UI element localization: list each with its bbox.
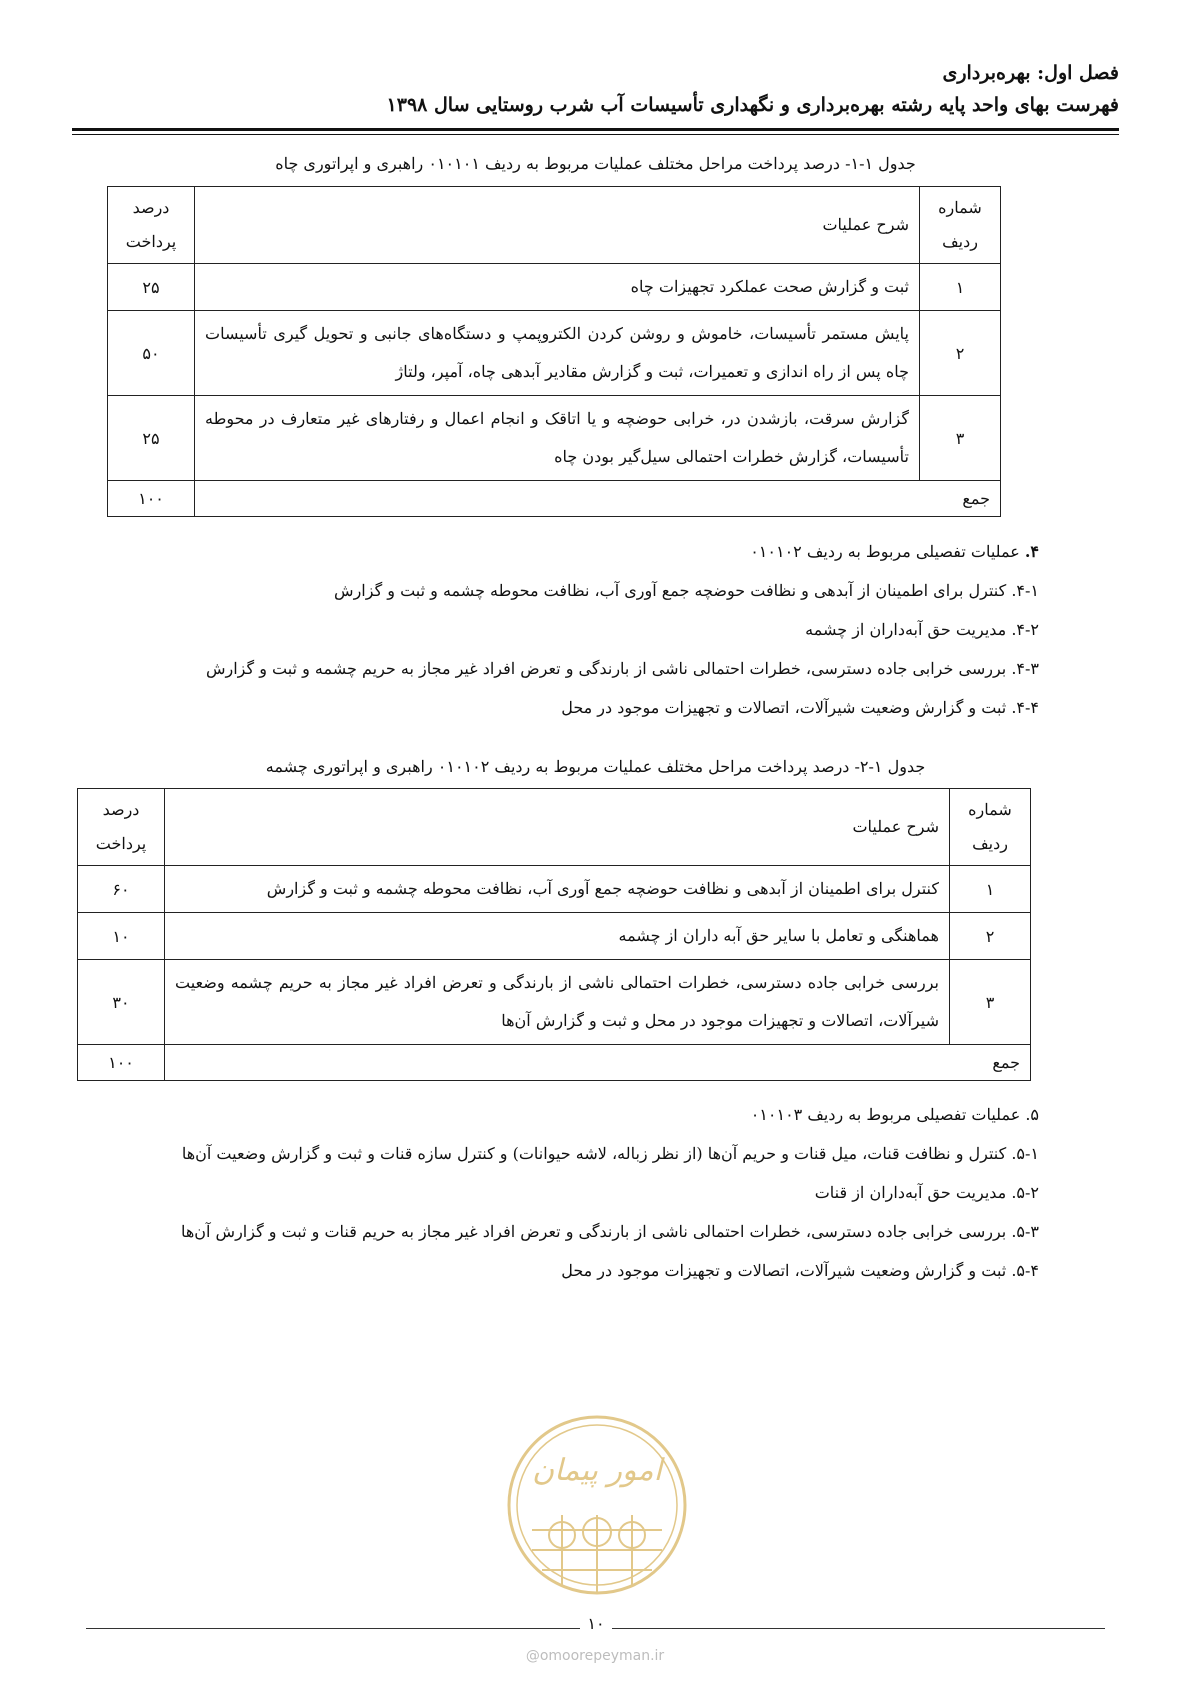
list-item: ۴-۳. بررسی خرابی جاده دسترسی، خطرات احتمالی ناشی از بارندگی و تعرض افراد غیر مجاز به حریم چشمه و ثبت و گزارش xyxy=(205,659,1039,678)
row-number: ۳ xyxy=(950,960,1031,1045)
section-4-number: ۴. xyxy=(1024,542,1039,561)
list-item: ۴-۲. مدیریت حق آبه‌داران از چشمه xyxy=(805,620,1039,639)
row-number: ۲ xyxy=(920,311,1001,396)
table-header-row xyxy=(108,187,1001,264)
section-5 xyxy=(100,1095,1039,1290)
table2-caption: جدول ۱-۲- درصد پرداخت مراحل مختلف عملیات مربوط به ردیف ۰۱۰۱۰۲ راهبری و اپراتوری چشمه xyxy=(265,757,926,776)
page-number: ۱۰ xyxy=(580,1614,612,1633)
row-number: ۲ xyxy=(950,913,1031,960)
seal-text: امور پیمان xyxy=(532,1453,662,1488)
row-description: بررسی خرابی جاده دسترسی، خطرات احتمالی ناشی از بارندگی و تعرض افراد غیر مجاز به حریم چشمه وضعیت شیرآلات، اتصالات و تجهیزات موجود در محل و ثبت و گزارش آن‌ها xyxy=(165,960,950,1045)
table1 xyxy=(107,186,1001,517)
row-percent: ۲۵ xyxy=(108,396,195,481)
website-watermark: @omoorepeyman.ir xyxy=(525,1648,665,1664)
row-percent: ۵۰ xyxy=(108,311,195,396)
section-5-title: ۵. عملیات تفصیلی مربوط به ردیف ۰۱۰۱۰۳ xyxy=(750,1105,1039,1124)
section-4-title-text: عملیات تفصیلی مربوط به ردیف ۰۱۰۱۰۲ xyxy=(750,542,1020,561)
total-value: ۱۰۰ xyxy=(78,1045,165,1081)
row-number: ۳ xyxy=(920,396,1001,481)
list-item: ۵-۴. ثبت و گزارش وضعیت شیرآلات، اتصالات و تجهیزات موجود در محل xyxy=(561,1261,1039,1280)
page-header xyxy=(72,58,1119,122)
total-value: ۱۰۰ xyxy=(108,481,195,517)
table-row xyxy=(78,866,1031,913)
table2 xyxy=(77,788,1031,1081)
total-label: جمع xyxy=(195,481,1001,517)
section-4-title xyxy=(120,532,1039,571)
table-row xyxy=(108,396,1001,481)
watermark-seal-logo xyxy=(502,1410,692,1600)
list-item: ۵-۲. مدیریت حق آبه‌داران از قنات xyxy=(814,1183,1039,1202)
list-item: ۵-۱. کنترل و نظافت قنات، میل قنات و حریم آن‌ها (از نظر زباله، لاشه حیوانات) و کنترل سازه قنات و ثبت و گزارش وضعیت آن‌ها xyxy=(181,1144,1039,1163)
header-row-number: شماره ردیف xyxy=(920,187,1001,264)
row-percent: ۲۵ xyxy=(108,264,195,311)
row-percent: ۶۰ xyxy=(78,866,165,913)
total-label: جمع xyxy=(165,1045,1031,1081)
row-description: ثبت و گزارش صحت عملکرد تجهیزات چاه xyxy=(195,264,920,311)
table-row xyxy=(78,960,1031,1045)
table1-caption: جدول ۱-۱- درصد پرداخت مراحل مختلف عملیات مربوط به ردیف ۰۱۰۱۰۱ راهبری و اپراتوری چاه xyxy=(275,154,916,173)
header-description: شرح عملیات xyxy=(165,789,950,866)
row-percent: ۱۰ xyxy=(78,913,165,960)
header-rule-thin xyxy=(72,134,1119,135)
row-description: هماهنگی و تعامل با سایر حق آبه داران از چشمه xyxy=(165,913,950,960)
list-item: ۴-۴. ثبت و گزارش وضعیت شیرآلات، اتصالات و تجهیزات موجود در محل xyxy=(561,698,1039,717)
section-4 xyxy=(120,532,1039,727)
header-description: شرح عملیات xyxy=(195,187,920,264)
table-total-row xyxy=(78,1045,1031,1081)
header-payment-percent: درصد پرداخت xyxy=(78,789,165,866)
document-title: فهرست بهای واحد پایه رشته بهره‌برداری و نگهداری تأسیسات آب شرب روستایی سال ۱۳۹۸ xyxy=(386,94,1119,116)
header-rule-thick xyxy=(72,128,1119,131)
row-number: ۱ xyxy=(950,866,1031,913)
list-item: ۴-۱. کنترل برای اطمینان از آبدهی و نظافت حوضچه جمع آوری آب، نظافت محوطه چشمه و ثبت و گزارش xyxy=(334,581,1039,600)
row-percent: ۳۰ xyxy=(78,960,165,1045)
table-row xyxy=(78,913,1031,960)
list-item: ۵-۳. بررسی خرابی جاده دسترسی، خطرات احتمالی ناشی از بارندگی و تعرض افراد غیر مجاز به حریم قنات و ثبت و گزارش آن‌ها xyxy=(180,1222,1039,1241)
row-description: پایش مستمر تأسیسات، خاموش و روشن کردن الکتروپمپ و دستگاه‌های جانبی و تحویل گیری تأسیسات چاه پس از راه اندازی و تعمیرات، ثبت و گزارش مقادیر آبدهی چاه، آمپر، ولتاژ xyxy=(195,311,920,396)
table-header-row xyxy=(78,789,1031,866)
chapter-title: فصل اول: بهره‌برداری xyxy=(942,62,1119,84)
table-row xyxy=(108,311,1001,396)
header-payment-percent: درصد پرداخت xyxy=(108,187,195,264)
row-number: ۱ xyxy=(920,264,1001,311)
table-row xyxy=(108,264,1001,311)
header-row-number: شماره ردیف xyxy=(950,789,1031,866)
row-description: کنترل برای اطمینان از آبدهی و نظافت حوضچه جمع آوری آب، نظافت محوطه چشمه و ثبت و گزارش xyxy=(165,866,950,913)
table-total-row xyxy=(108,481,1001,517)
row-description: گزارش سرقت، بازشدن در، خرابی حوضچه و یا اتاقک و انجام اعمال و رفتارهای غیر متعارف در محوطه تأسیسات، گزارش خطرات احتمالی سیل‌گیر بودن چاه xyxy=(195,396,920,481)
